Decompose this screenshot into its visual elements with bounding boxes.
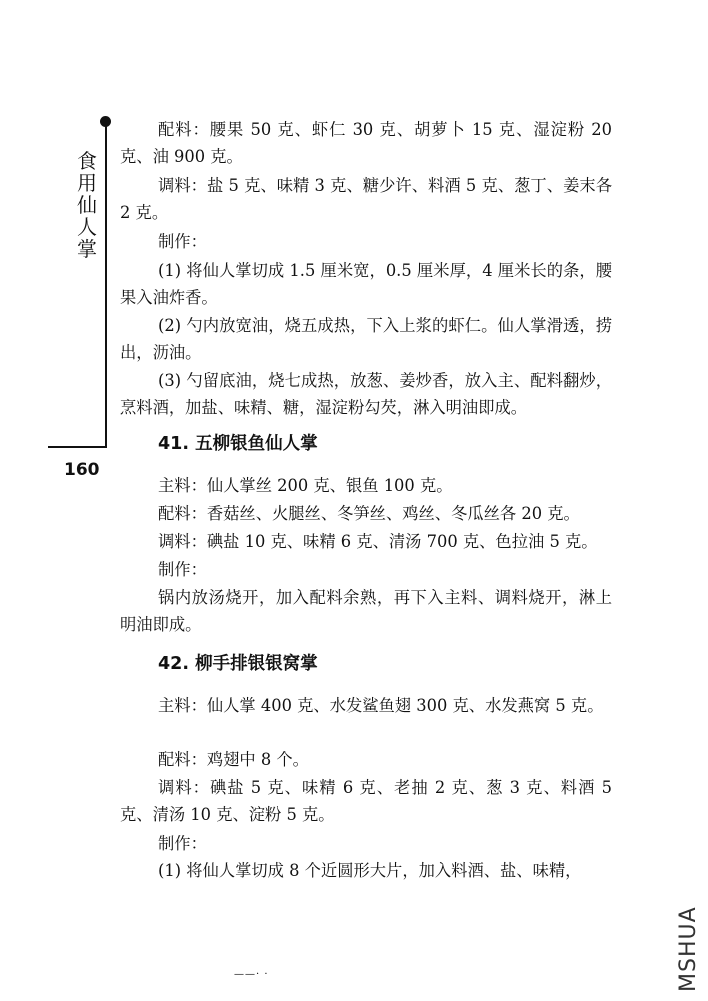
ingredients-paragraph: 配料：香菇丝、火腿丝、冬笋丝、鸡丝、冬瓜丝各 20 克。 <box>158 504 580 523</box>
margin-rule-foot <box>48 446 107 448</box>
seasoning-paragraph: 调料：碘盐 5 克、味精 6 克、老抽 2 克、葱 3 克、料酒 5 克、清汤 10 克、淀粉 5 克。 <box>120 778 612 824</box>
watermark: MSHUA <box>676 906 701 992</box>
step-paragraph: (1) 将仙人掌切成 1.5 厘米宽，0.5 厘米厚，4 厘米长的条，腰果入油炸香。 <box>120 261 612 307</box>
seasoning-paragraph: 调料：盐 5 克、味精 3 克、糖少许、料酒 5 克、葱丁、姜末各 2 克。 <box>120 176 612 222</box>
method-label: 制作： <box>158 834 207 853</box>
running-title: 食用仙人掌 <box>77 149 97 261</box>
ingredients-paragraph: 配料：鸡翅中 8 个。 <box>158 750 309 769</box>
step-paragraph: (3) 勺留底油，烧七成热，放葱、姜炒香，放入主、配料翻炒，烹料酒，加盐、味精、糖，湿淀粉勾芡，淋入明油即成。 <box>120 371 612 417</box>
method-label: 制作： <box>158 560 207 579</box>
step-paragraph: 锅内放汤烧开，加入配料余熟，再下入主料、调料烧开，淋上明油即成。 <box>120 588 612 634</box>
step-paragraph: (2) 勺内放宽油，烧五成热，下入上浆的虾仁。仙人掌滑透，捞出，沥油。 <box>120 316 612 362</box>
footer-mark: ——· · <box>234 969 269 980</box>
recipe-heading-42: 42. 柳手排银银窝掌 <box>158 654 318 674</box>
step-paragraph: (1) 将仙人掌切成 8 个近圆形大片，加入料酒、盐、味精， <box>158 861 582 880</box>
main-ingredients-paragraph: 主料：仙人掌丝 200 克、银鱼 100 克。 <box>158 476 453 495</box>
ingredients-paragraph: 配料：腰果 50 克、虾仁 30 克、胡萝卜 15 克、湿淀粉 20 克、油 900 克。 <box>120 120 612 166</box>
seasoning-paragraph: 调料：碘盐 10 克、味精 6 克、清汤 700 克、色拉油 5 克。 <box>158 532 598 551</box>
main-ingredients-paragraph: 主料：仙人掌 400 克、水发鲨鱼翅 300 克、水发燕窝 5 克。 <box>158 696 604 715</box>
margin-rule <box>105 122 107 447</box>
recipe-heading-41: 41. 五柳银鱼仙人掌 <box>158 434 318 454</box>
page-number: 160 <box>64 460 100 480</box>
method-label: 制作： <box>158 232 207 251</box>
